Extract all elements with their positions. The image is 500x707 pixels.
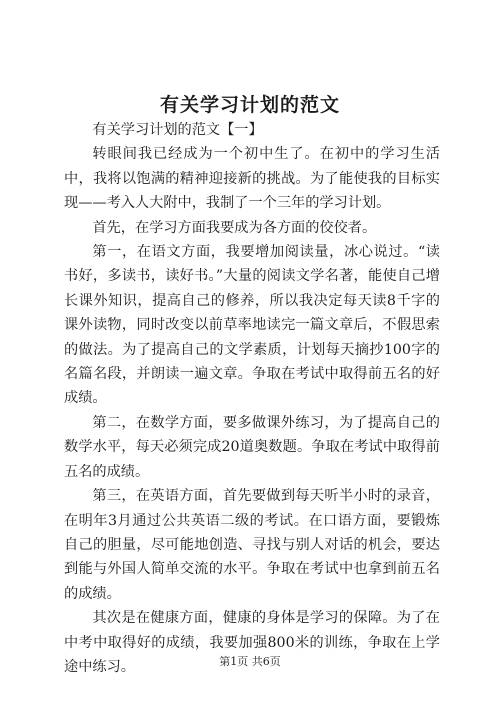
paragraph: 第二，在数学方面，要多做课外练习，为了提高自己的数学水平，每天必须完成20道奥数题。争取在考试中取得前五名的成绩。 <box>64 414 440 480</box>
page-footer: 第1页 共6页 <box>219 655 281 668</box>
paragraph: 第一，在语文方面，我要增加阅读量，冰心说过。“读书好，多读书，读好书。”大量的阅读文学名著，能使自己增长课外知识，提高自己的修养，所以我决定每天读8千字的课外读物，同时改变以前草率地读完一篇文章后，不假思索的做法。为了提高自己的文学素质，计划每天摘抄100字的名篇名段，并朗读一遍文章。争取在考试中取得前五名的好成绩。 <box>64 244 440 407</box>
section-heading: 有关学习计划的范文【一】 <box>92 122 263 138</box>
document-body <box>64 118 440 679</box>
paragraph: 转眼间我已经成为一个初中生了。在初中的学习生活中，我将以饱满的精神迎接新的挑战。为了能使我的目标实现——考入人大附中，我制了一个三年的学习计划。 <box>64 146 440 212</box>
page-title: 有关学习计划的范文 <box>159 94 340 116</box>
paragraph: 第三，在英语方面，首先要做到每天听半小时的录音，在明年3月通过公共英语二级的考试。在口语方面，要锻炼自己的胆量，尽可能地创造、寻找与别人对话的机会，要达到能与外国人简单交流的水平。争取在考试中也拿到前五名的成绩。 <box>64 488 440 602</box>
paragraph: 其次是在健康方面，健康的身体是学习的保障。为了在中考中取得好的成绩，我要加强800米的训练，争取在上学途中练习。 <box>64 610 440 675</box>
paragraph: 首先，在学习方面我要成为各方面的佼佼者。 <box>92 219 377 236</box>
